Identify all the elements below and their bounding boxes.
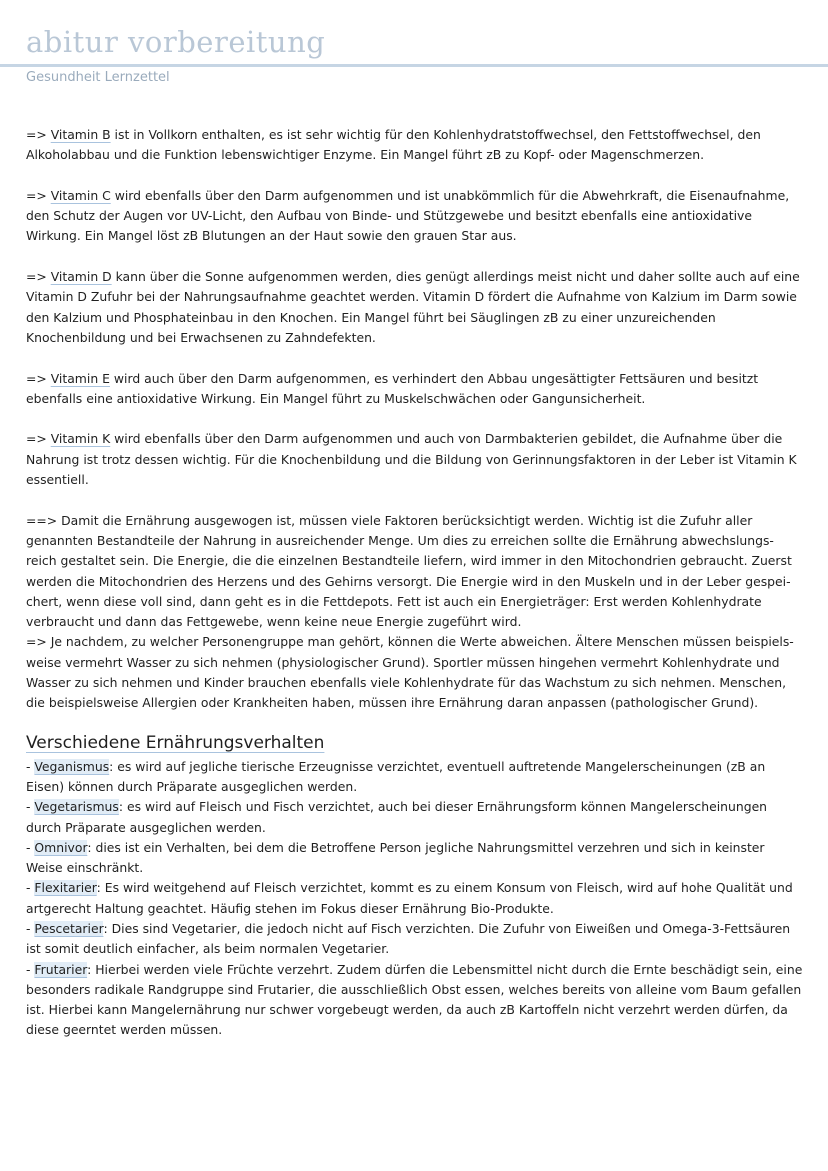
dash: -	[26, 799, 35, 815]
arrow: =>	[26, 187, 51, 203]
dash: -	[26, 880, 35, 896]
vitamin-b-term: Vitamin B	[50, 127, 111, 142]
vitamin-k-paragraph	[26, 429, 804, 490]
diet-term: Omnivor	[34, 839, 88, 855]
diet-text: : Dies sind Vegetarier, die jedoch nicht auf Fisch verzichten. Die Zufuhr von Eiweißen und Omega-3-Fettsäuren ist somit deutlich einfacher, als beim normalen Vegetarier.	[26, 920, 791, 957]
header-divider	[0, 64, 828, 67]
diet-term: Veganismus	[34, 758, 110, 774]
personengruppe-paragraph: => Je nachdem, zu welcher Personengruppe man gehört, können die Werte abweichen. Ältere Menschen müssen beispiels-weise vermehrt Wasser zu sich nehmen (physiologischer Grund). Sportler müssen hingehen vermehrt Kohlenhydrate und Wasser zu sich nehmen und Kinder brauchen ebenfalls viele Kohlenhydrate für das Wachstum zu sich nehmen. Menschen, die beispielsweise Allergien oder Krankheiten haben, müssen ihre Ernährung daran anpassen (pathologischer Grund).	[26, 634, 794, 711]
diet-term: Vegetarismus	[34, 799, 119, 815]
diet-term: Flexitarier	[34, 880, 97, 896]
dash: -	[26, 961, 35, 977]
diet-text: : dies ist ein Verhalten, bei dem die Betroffene Person jegliche Nahrungsmittel verzehren und sich in keinster Weise einschränkt.	[26, 839, 765, 876]
vitamin-e-paragraph	[26, 369, 804, 410]
diet-item-veganismus	[26, 757, 804, 798]
notes-body	[26, 125, 804, 1041]
diet-text: : Hierbei werden viele Früchte verzehrt. Zudem dürfen die Lebensmittel nicht durch die Ernte beschädigt sein, eine besonders radikale Randgruppe sind Frutarier, die ausschließlich Obst essen, welches bereits von alleine vom Baum gefallen ist. Hierbei kann Mangelernährung nur schwer vorgebeugt werden, da auch zB Kartoffeln nicht verzehrt werden dürfen, da diese geerntet werden müssen.	[26, 961, 803, 1038]
summary-paragraph: ==> Damit die Ernährung ausgewogen ist, müssen viele Faktoren berücksichtigt werden. Wichtig ist die Zufuhr aller genannten Bestandteile der Nahrung in ausreichender Menge. Um dies zu erreichen sollte die Ernährung abwechslungs-reich gestaltet sein. Die Energie, die die einzelnen Bestandteile liefern, wird immer in den Mitochondrien gebraucht. Zuerst werden die Mitochondrien des Herzens und des Gehirns versorgt. Die Energie wird in den Muskeln und in der Leber gespei-chert, wenn diese voll sind, dann geht es in die Fettdepots. Fett ist auch ein Energieträger: Erst werden Kohlenhydrate verbraucht und dann das Fettgewebe, wenn keine neue Energie zugeführt wird.	[26, 512, 792, 630]
page-subtitle: Gesundheit Lernzettel	[26, 70, 170, 85]
arrow: =>	[26, 127, 51, 142]
vitamin-e-text: wird auch über den Darm aufgenommen, es verhindert den Abbau ungesättigter Fettsäuren und besitzt ebenfalls eine antioxidative Wirkung. Ein Mangel führt zu Muskelschwächen oder Gangunsicherheit.	[26, 370, 759, 406]
vitamin-c-term: Vitamin C	[50, 187, 111, 203]
diet-text: : Es wird weitgehend auf Fleisch verzichtet, kommt es zu einem Konsum von Fleisch, wird auf hohe Qualität und artgerecht Haltung geachtet. Häufig stehen im Fokus dieser Ernährung Bio-Produkte.	[26, 880, 793, 916]
vitamin-d-text: kann über die Sonne aufgenommen werden, dies genügt allerdings meist nicht und daher sollte auch auf eine Vitamin D Zufuhr bei der Nahrungsaufnahme geachtet werden. Vitamin D fördert die Aufnahme von Kalzium im Darm sowie den Kalzium und Phosphateinbau in den Knochen. Ein Mangel führt bei Säuglingen zB zu einer unzureichenden Knochenbildung und bei Erwachsenen zu Zahndefekten.	[26, 269, 800, 345]
diet-item-vegetarismus	[26, 797, 804, 838]
vitamin-d-paragraph	[26, 267, 804, 348]
dash: -	[26, 758, 35, 774]
vitamin-k-text: wird ebenfalls über den Darm aufgenommen und auch von Darmbakterien gebildet, die Aufnahme über die Nahrung ist trotz dessen wichtig. Für die Knochenbildung und die Bildung von Gerinnungsfaktoren in der Leber ist Vitamin K essentiell.	[26, 431, 797, 488]
vitamin-b-paragraph	[26, 125, 804, 166]
vitamin-e-term: Vitamin E	[50, 370, 110, 386]
vitamin-b-text: ist in Vollkorn enthalten, es ist sehr wichtig für den Kohlenhydratstoffwechsel, den Fettstoffwechsel, den Alkoholabbau und die Funktion lebenswichtiger Enzyme. Ein Mangel führt zB zu Kopf- oder Magenschmerzen.	[26, 127, 761, 163]
arrow: =>	[26, 431, 51, 447]
vitamin-k-term: Vitamin K	[50, 431, 111, 447]
arrow: =>	[26, 269, 51, 285]
diet-item-omnivor	[26, 838, 804, 879]
diet-term: Pescetarier	[34, 920, 104, 936]
vitamin-c-text: wird ebenfalls über den Darm aufgenommen und ist unabkömmlich für die Abwehrkraft, die Eisenaufnahme, den Schutz der Augen vor UV-Licht, den Aufbau von Binde- und Stützgewebe und besitzt ebenfalls eine antioxidative Wirkung. Ein Mangel löst zB Blutungen an der Haut sowie den grauen Star aus.	[26, 187, 790, 244]
diet-item-flexitarier	[26, 878, 804, 919]
vitamin-d-term: Vitamin D	[50, 269, 112, 285]
diet-text: : es wird auf Fleisch und Fisch verzichtet, auch bei dieser Ernährungsform können Mangelerscheinungen durch Präparate ausgeglichen werden.	[26, 799, 768, 835]
section-heading: Verschiedene Ernährungsverhalten	[26, 732, 325, 753]
diet-text: : es wird auf jegliche tierische Erzeugnisse verzichtet, eventuell auftretende Mangelerscheinungen (zB an Eisen) können durch Präparate ausgeglichen werden.	[26, 758, 766, 794]
dash: -	[26, 839, 35, 855]
arrow: =>	[26, 370, 51, 386]
diet-item-frutarier	[26, 960, 804, 1041]
vitamin-c-paragraph	[26, 186, 804, 247]
diet-term: Frutarier	[34, 961, 88, 977]
diet-item-pescetarier	[26, 919, 804, 960]
page-title: abitur vorbereitung	[26, 25, 326, 59]
dash: -	[26, 920, 35, 936]
